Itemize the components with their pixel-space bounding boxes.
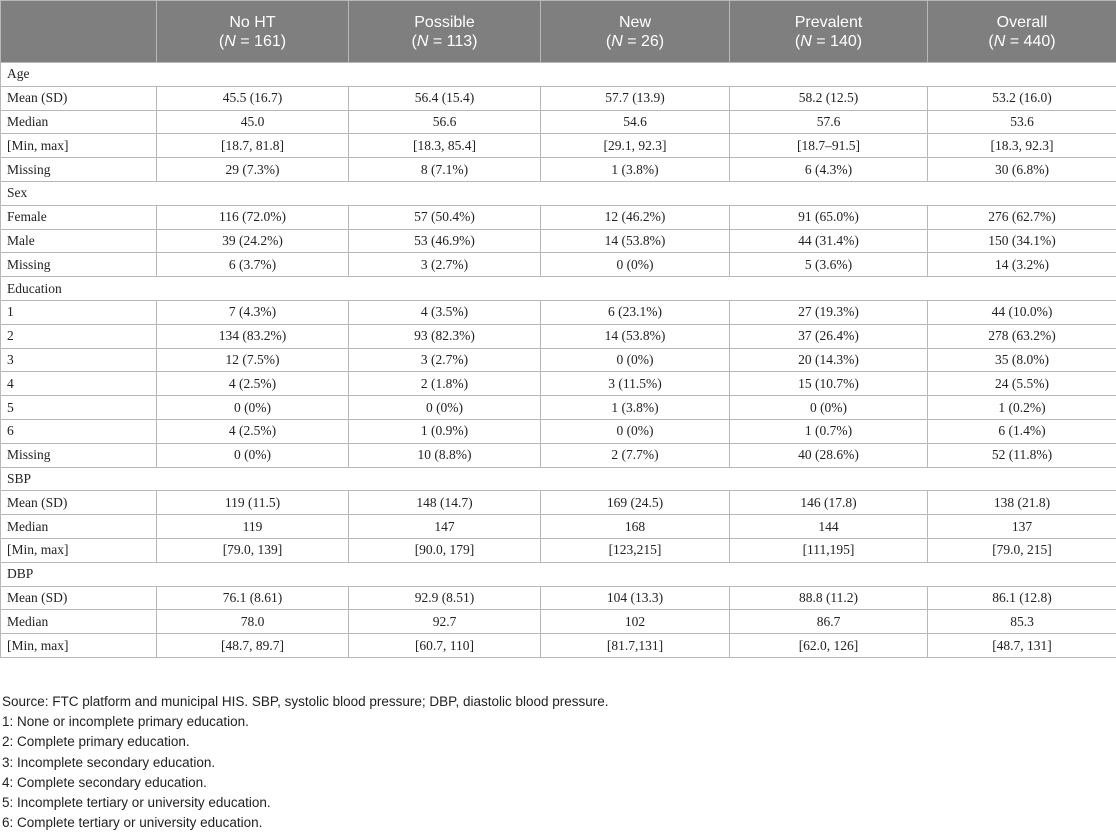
- column-header-possible: [349, 1, 541, 63]
- cell-possible: 147: [349, 515, 541, 539]
- n-symbol: N: [417, 33, 429, 50]
- cell-no-ht: 0 (0%): [157, 396, 349, 420]
- cell-possible: 2 (1.8%): [349, 372, 541, 396]
- cell-new: 3 (11.5%): [541, 372, 730, 396]
- cell-possible: 3 (2.7%): [349, 348, 541, 372]
- cell-no-ht: 7 (4.3%): [157, 300, 349, 324]
- n-open-paren: (: [988, 33, 993, 50]
- header-blank-cell: [1, 1, 157, 63]
- cell-no-ht: 29 (7.3%): [157, 158, 349, 182]
- column-name: Possible: [414, 14, 474, 31]
- cell-possible: 92.9 (8.51): [349, 586, 541, 610]
- cell-overall: 53.2 (16.0): [928, 86, 1116, 110]
- row-label: Mean (SD): [1, 491, 157, 515]
- table-row: [1, 419, 1116, 443]
- cell-possible: 1 (0.9%): [349, 419, 541, 443]
- cell-new: 54.6: [541, 110, 730, 134]
- cell-no-ht: 45.5 (16.7): [157, 86, 349, 110]
- n-value: 26: [641, 33, 659, 50]
- cell-new: 0 (0%): [541, 348, 730, 372]
- row-label: Median: [1, 515, 157, 539]
- cell-overall: 35 (8.0%): [928, 348, 1116, 372]
- cell-no-ht: 4 (2.5%): [157, 419, 349, 443]
- n-equals: =: [236, 33, 254, 50]
- table-body: [1, 63, 1116, 658]
- table-row: [1, 610, 1116, 634]
- cell-new: 0 (0%): [541, 253, 730, 277]
- cell-prevalent: 91 (65.0%): [730, 205, 928, 229]
- table-row: [1, 538, 1116, 562]
- cell-possible: 56.4 (15.4): [349, 86, 541, 110]
- row-label: Missing: [1, 158, 157, 182]
- cell-possible: [90.0, 179]: [349, 538, 541, 562]
- cell-possible: 57 (50.4%): [349, 205, 541, 229]
- source-note: Source: FTC platform and municipal HIS. SBP, systolic blood pressure; DBP, diastolic blood pressure.: [2, 692, 609, 712]
- cell-prevalent: 1 (0.7%): [730, 419, 928, 443]
- table-row: [1, 300, 1116, 324]
- cell-prevalent: 6 (4.3%): [730, 158, 928, 182]
- n-equals: =: [428, 33, 446, 50]
- cell-prevalent: 146 (17.8): [730, 491, 928, 515]
- cell-overall: 276 (62.7%): [928, 205, 1116, 229]
- row-label: 5: [1, 396, 157, 420]
- cell-prevalent: 37 (26.4%): [730, 324, 928, 348]
- cell-overall: 278 (63.2%): [928, 324, 1116, 348]
- n-symbol: N: [994, 33, 1006, 50]
- table-row: [1, 205, 1116, 229]
- cell-prevalent: 20 (14.3%): [730, 348, 928, 372]
- table-footnotes: [2, 692, 609, 833]
- section-title: Sex: [1, 181, 1116, 205]
- table-row: [1, 515, 1116, 539]
- table-row: [1, 324, 1116, 348]
- table-row: [1, 348, 1116, 372]
- n-close-paren: ): [472, 33, 477, 50]
- table-row: [1, 86, 1116, 110]
- section-title: SBP: [1, 467, 1116, 491]
- cell-no-ht: 39 (24.2%): [157, 229, 349, 253]
- header-row: [1, 1, 1116, 63]
- cell-new: [81.7,131]: [541, 634, 730, 658]
- column-name: Overall: [997, 14, 1048, 31]
- cell-overall: [79.0, 215]: [928, 538, 1116, 562]
- row-label: 1: [1, 300, 157, 324]
- education-footnote: 2: Complete primary education.: [2, 732, 609, 752]
- table-row: [1, 134, 1116, 158]
- cell-new: 1 (3.8%): [541, 396, 730, 420]
- cell-prevalent: 57.6: [730, 110, 928, 134]
- cell-new: 14 (53.8%): [541, 229, 730, 253]
- n-value: 161: [254, 33, 281, 50]
- cell-new: 102: [541, 610, 730, 634]
- n-symbol: N: [800, 33, 812, 50]
- column-name: New: [619, 14, 651, 31]
- cell-overall: 52 (11.8%): [928, 443, 1116, 467]
- cell-no-ht: 119: [157, 515, 349, 539]
- cell-no-ht: [79.0, 139]: [157, 538, 349, 562]
- cell-prevalent: 44 (31.4%): [730, 229, 928, 253]
- n-open-paren: (: [412, 33, 417, 50]
- cell-overall: [48.7, 131]: [928, 634, 1116, 658]
- cell-possible: 0 (0%): [349, 396, 541, 420]
- n-value: 140: [830, 33, 857, 50]
- table-row: [1, 110, 1116, 134]
- column-name: No HT: [229, 14, 275, 31]
- section-title: DBP: [1, 562, 1116, 586]
- cell-possible: 93 (82.3%): [349, 324, 541, 348]
- table-row: [1, 372, 1116, 396]
- table-row: [1, 586, 1116, 610]
- cell-overall: [18.3, 92.3]: [928, 134, 1116, 158]
- cell-no-ht: 6 (3.7%): [157, 253, 349, 277]
- cell-new: 169 (24.5): [541, 491, 730, 515]
- cell-overall: 44 (10.0%): [928, 300, 1116, 324]
- cell-prevalent: [18.7–91.5]: [730, 134, 928, 158]
- table-row: [1, 396, 1116, 420]
- section-title: Education: [1, 277, 1116, 301]
- cell-prevalent: [62.0, 126]: [730, 634, 928, 658]
- education-footnote: 4: Complete secondary education.: [2, 773, 609, 793]
- education-footnote: 5: Incomplete tertiary or university education.: [2, 793, 609, 813]
- cell-no-ht: 12 (7.5%): [157, 348, 349, 372]
- row-label: Male: [1, 229, 157, 253]
- cell-new: 168: [541, 515, 730, 539]
- section-row-education: [1, 277, 1116, 301]
- row-label: 6: [1, 419, 157, 443]
- cell-prevalent: 0 (0%): [730, 396, 928, 420]
- cell-no-ht: [48.7, 89.7]: [157, 634, 349, 658]
- n-equals: =: [812, 33, 830, 50]
- cell-possible: 148 (14.7): [349, 491, 541, 515]
- cell-possible: 92.7: [349, 610, 541, 634]
- column-sample-size: [934, 32, 1110, 51]
- cell-possible: 56.6: [349, 110, 541, 134]
- cell-possible: 4 (3.5%): [349, 300, 541, 324]
- cell-overall: 53.6: [928, 110, 1116, 134]
- row-label: Mean (SD): [1, 86, 157, 110]
- cell-prevalent: 144: [730, 515, 928, 539]
- n-value: 113: [447, 33, 473, 50]
- n-open-paren: (: [219, 33, 224, 50]
- cell-no-ht: [18.7, 81.8]: [157, 134, 349, 158]
- column-header-prevalent: [730, 1, 928, 63]
- cell-no-ht: 76.1 (8.61): [157, 586, 349, 610]
- cell-prevalent: 58.2 (12.5): [730, 86, 928, 110]
- cell-possible: [60.7, 110]: [349, 634, 541, 658]
- n-close-paren: ): [281, 33, 286, 50]
- table-row: [1, 158, 1116, 182]
- cell-new: 12 (46.2%): [541, 205, 730, 229]
- cell-new: 104 (13.3): [541, 586, 730, 610]
- cell-no-ht: 78.0: [157, 610, 349, 634]
- row-label: 3: [1, 348, 157, 372]
- n-equals: =: [1005, 33, 1023, 50]
- cell-possible: [18.3, 85.4]: [349, 134, 541, 158]
- education-footnote: 1: None or incomplete primary education.: [2, 712, 609, 732]
- cell-overall: 1 (0.2%): [928, 396, 1116, 420]
- cell-prevalent: 40 (28.6%): [730, 443, 928, 467]
- education-footnote: 6: Complete tertiary or university education.: [2, 813, 609, 833]
- column-sample-size: [355, 32, 534, 51]
- cell-overall: 138 (21.8): [928, 491, 1116, 515]
- cell-possible: 8 (7.1%): [349, 158, 541, 182]
- cell-prevalent: 5 (3.6%): [730, 253, 928, 277]
- education-footnote: 3: Incomplete secondary education.: [2, 753, 609, 773]
- row-label: Missing: [1, 443, 157, 467]
- section-row-sbp: [1, 467, 1116, 491]
- cell-prevalent: [111,195]: [730, 538, 928, 562]
- column-sample-size: [547, 32, 723, 51]
- section-row-age: [1, 63, 1116, 87]
- cell-overall: 86.1 (12.8): [928, 586, 1116, 610]
- table-row: [1, 229, 1116, 253]
- n-close-paren: ): [1050, 33, 1055, 50]
- cell-prevalent: 27 (19.3%): [730, 300, 928, 324]
- table-row: [1, 253, 1116, 277]
- row-label: 4: [1, 372, 157, 396]
- column-name: Prevalent: [795, 14, 863, 31]
- n-close-paren: ): [659, 33, 664, 50]
- row-label: Missing: [1, 253, 157, 277]
- cell-new: 1 (3.8%): [541, 158, 730, 182]
- n-symbol: N: [611, 33, 623, 50]
- n-open-paren: (: [606, 33, 611, 50]
- row-label: Female: [1, 205, 157, 229]
- cell-new: 0 (0%): [541, 419, 730, 443]
- cell-new: 6 (23.1%): [541, 300, 730, 324]
- row-label: Median: [1, 610, 157, 634]
- row-label: [Min, max]: [1, 134, 157, 158]
- table-header: [1, 1, 1116, 63]
- n-close-paren: ): [857, 33, 862, 50]
- n-open-paren: (: [795, 33, 800, 50]
- cell-new: 14 (53.8%): [541, 324, 730, 348]
- cell-prevalent: 15 (10.7%): [730, 372, 928, 396]
- cell-possible: 3 (2.7%): [349, 253, 541, 277]
- table-row: [1, 634, 1116, 658]
- cell-overall: 6 (1.4%): [928, 419, 1116, 443]
- cell-overall: 24 (5.5%): [928, 372, 1116, 396]
- row-label: [Min, max]: [1, 634, 157, 658]
- row-label: Mean (SD): [1, 586, 157, 610]
- section-row-dbp: [1, 562, 1116, 586]
- table-row: [1, 491, 1116, 515]
- cell-no-ht: 4 (2.5%): [157, 372, 349, 396]
- cell-overall: 14 (3.2%): [928, 253, 1116, 277]
- table-row: [1, 443, 1116, 467]
- cell-no-ht: 45.0: [157, 110, 349, 134]
- cell-overall: 137: [928, 515, 1116, 539]
- cell-no-ht: 116 (72.0%): [157, 205, 349, 229]
- cell-new: [29.1, 92.3]: [541, 134, 730, 158]
- cell-overall: 150 (34.1%): [928, 229, 1116, 253]
- column-sample-size: [736, 32, 921, 51]
- column-sample-size: [163, 32, 342, 51]
- row-label: [Min, max]: [1, 538, 157, 562]
- cell-no-ht: 134 (83.2%): [157, 324, 349, 348]
- section-title: Age: [1, 63, 1116, 87]
- cell-new: 2 (7.7%): [541, 443, 730, 467]
- column-header-overall: [928, 1, 1116, 63]
- column-header-no-ht: [157, 1, 349, 63]
- row-label: 2: [1, 324, 157, 348]
- n-equals: =: [623, 33, 641, 50]
- n-value: 440: [1024, 33, 1051, 50]
- cell-overall: 85.3: [928, 610, 1116, 634]
- row-label: Median: [1, 110, 157, 134]
- cell-prevalent: 86.7: [730, 610, 928, 634]
- section-row-sex: [1, 181, 1116, 205]
- cell-possible: 53 (46.9%): [349, 229, 541, 253]
- cell-new: [123,215]: [541, 538, 730, 562]
- cell-prevalent: 88.8 (11.2): [730, 586, 928, 610]
- cell-overall: 30 (6.8%): [928, 158, 1116, 182]
- cell-no-ht: 119 (11.5): [157, 491, 349, 515]
- cell-no-ht: 0 (0%): [157, 443, 349, 467]
- cell-possible: 10 (8.8%): [349, 443, 541, 467]
- cell-new: 57.7 (13.9): [541, 86, 730, 110]
- n-symbol: N: [224, 33, 236, 50]
- column-header-new: [541, 1, 730, 63]
